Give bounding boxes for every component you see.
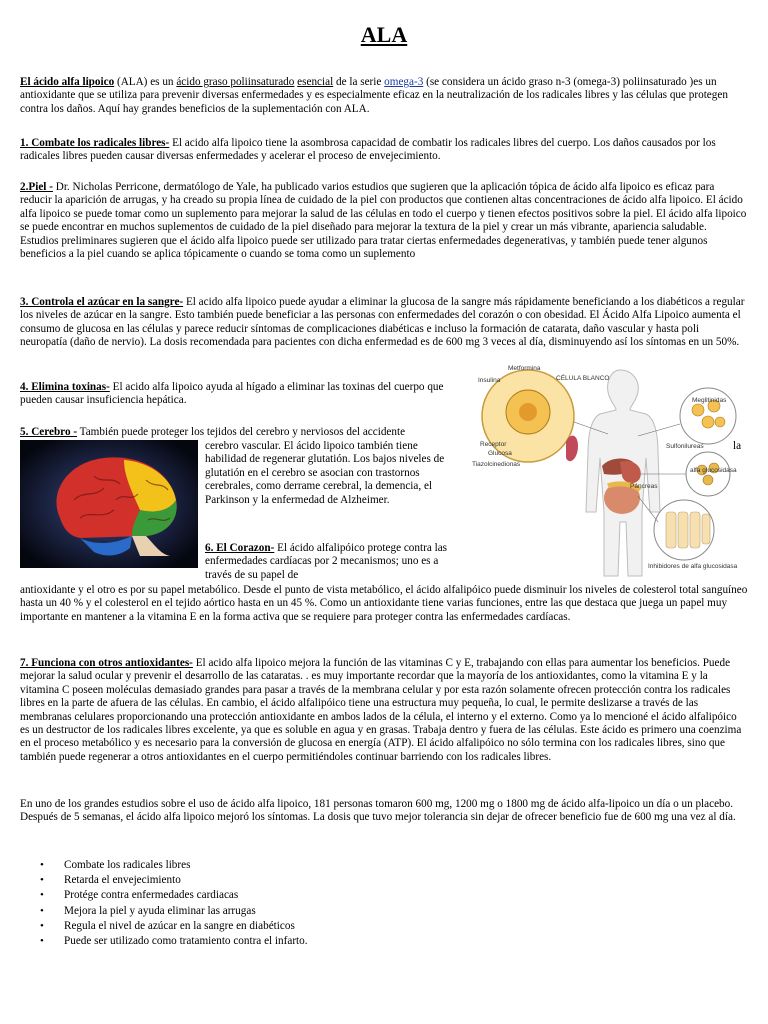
section-5-stray: la xyxy=(733,440,742,452)
brain-illustration xyxy=(20,440,198,568)
section-5-rest: cerebro vascular. El ácido lipoico también tiene xyxy=(205,440,418,452)
section-1-heading: 1. Combate los radicales libres- xyxy=(20,137,170,149)
section-3-text: El acido alfa lipoico puede ayudar a eliminar la glucosa de la sangre más rápidamente beneficiando a los diabéticos a regular los niveles de azúcar en la sangre. Esto también puede beneficiar a las personas con enfermedades del corazón o con obesidad. El Ácido Alfa Lipoico aumenta el consumo de glucosa en las células y parece reducir síntomas de complicaciones diabéticas e incluso la formación de catarata, daño vascular y hasta poli neuropatía (daño de nervio). La dosis recomendada para pacientes con dicha enfermedad es de 600 mg 3 veces al día, disminuyendo así los síntomas en un 50%. xyxy=(20,296,745,349)
page xyxy=(20,0,748,48)
link-omega-3[interactable]: omega-3 xyxy=(384,76,424,88)
section-5-inset xyxy=(205,440,457,507)
list-item: • Protége contra enfermedades cardiacas xyxy=(20,888,748,903)
label-sulfonilureas: Sulfonilureas xyxy=(666,443,704,450)
label-celula-blanco: CÉLULA BLANCO xyxy=(556,375,610,382)
label-inhibidores: Inhibidores de alfa glucosidasa xyxy=(648,563,738,570)
section-5 xyxy=(20,426,452,439)
intro-text-1: (ALA) es un xyxy=(114,76,177,88)
link-esencial[interactable]: esencial xyxy=(297,76,334,88)
section-6-inset xyxy=(205,542,457,582)
section-3-heading: 3. Controla el azúcar en la sangre- xyxy=(20,296,184,308)
intro-paragraph xyxy=(20,76,748,116)
benefits-list xyxy=(20,858,748,949)
diabetes-drug-diagram xyxy=(470,362,748,580)
section-4-text: El acido alfa lipoico ayuda al hígado a eliminar las toxinas del cuerpo que pueden causar insuficiencia hepática. xyxy=(20,381,444,407)
label-glucosa: Glucosa xyxy=(488,450,512,457)
label-receptor: Receptor xyxy=(480,441,507,448)
label-alfa-glucosidasa: alfa glucosidasa xyxy=(690,467,737,474)
list-item: • Mejora la piel y ayuda eliminar las arrugas xyxy=(20,904,748,919)
section-2-heading: 2.Piel - xyxy=(20,181,53,193)
section-5-heading: 5. Cerebro - xyxy=(20,426,78,438)
list-item: • Regula el nivel de azúcar en la sangre en diabéticos xyxy=(20,919,748,934)
study-text: En uno de los grandes estudios sobre el uso de ácido alfa lipoico, 181 personas tomaron 600 mg, 1200 mg o 1800 mg de ácido alfa-lipoico un día o un placebo. Después de 5 semanas, el ácido alfa lipoico mejoró los síntomas. La dosis que tuvo mejor tolerancia sin dejar de ofrecer beneficio fue de 600 mg una vez al día. xyxy=(20,798,736,824)
section-6-text: antioxidante y el otro es por su papel metabólico. Desde el punto de vista metabólico, el ácido alfalipóico puede disminuir los niveles de colesterol total sanguíneo hasta un 40 % y el colesterol en el tejido aórtico hasta en un 45 %. Como un antioxidante tiene varias funciones, entre las que destaca que juega un papel muy importante en mantener a la vitamina E en la forma activa que se requiere para proteger contra las enfermedades cardíacas. xyxy=(20,584,748,623)
label-insulina: Insulina xyxy=(478,377,501,384)
benefits-list-container xyxy=(20,858,748,949)
section-7 xyxy=(20,657,748,764)
label-tiazolcinedionas: Tiazolcinedionas xyxy=(472,461,521,468)
list-item: • Puede ser utilizado como tratamiento contra el infarto. xyxy=(20,934,748,949)
study-paragraph xyxy=(20,798,748,825)
label-pancreas: Páncreas xyxy=(630,483,658,490)
section-4 xyxy=(20,381,452,408)
label-metformina: Metformina xyxy=(508,365,541,372)
section-2 xyxy=(20,181,748,261)
section-6 xyxy=(20,584,748,624)
section-5-line1: También puede proteger los tejidos del cerebro y nerviosos del accidente xyxy=(77,426,406,438)
section-1-text: El acido alfa lipoico tiene la asombrosa capacidad de combatir los radicales libres del cuerpo. Los daños causados por los radicales libres pueden causar diversas enfermedades y acelerar el proceso de envejecimiento. xyxy=(20,137,716,163)
brain-image xyxy=(20,440,198,568)
section-7-text: El acido alfa lipoico mejora la función de las vitaminas C y E, trabajando con ellas para aumentar los beneficios. Puede mejorar la salud ocular y prevenir el desarrollo de las cataratas. . es muy importante recordar que la mayoría de los antioxidantes, como la vitamina E y la vitamina C poseen moléculas demasiado grandes para pasar a través de la membrana celular y por esta razón solamente ofrecen protección contra los radicales libres en la parte de afuera de las células. En cambio, el ácido alfalipóico tiene una estructura muy pequeña, lo cual, le permite deslizarse a través de las membranas celulares proporcionando una protección antioxidante en ambos lados de la célula, el interno y el externo. Como ya lo mencioné el ácido alfalipóico es un destructor de los radicales libres excelente, ya que es soluble en agua y en grasas. Trabaja dentro y fuera de las células. Este ácido es primero una coenzima en el proceso metabólico y es necesario para la conversión de glucosa en energía (ATP). El ácido alfalipóico no sólo termina con los radicales libres, sino que también puede regenerar a otros antioxidantes en el cuerpo permitiéndoles continuar barriendo con los radicales libres. xyxy=(20,657,742,763)
page-title: ALA xyxy=(360,22,408,47)
section-3 xyxy=(20,296,748,350)
intro-text-3: de la serie xyxy=(333,76,385,88)
list-item: • Combate los radicales libres xyxy=(20,858,748,873)
label-meglitinidas: Meglitinidas xyxy=(692,397,727,404)
section-6-heading: 6. El Corazon- xyxy=(205,542,275,554)
intro-text-4: (se considera un ácido graso n-3 (omega-3) poliinsaturado )es un antioxidante que se utiliza para prevenir diversas enfermedades y es especialmente eficaz en la neutralización de los radicales libres y las células que protegen contra los daños. Aquí hay grandes beneficios de la suplementación con ALA. xyxy=(20,76,728,115)
section-6-inset-text: El ácido alfalipóico protege contra las enfermedades cardíacas por 2 mecanismos; uno es a través de su papel de xyxy=(205,542,448,581)
intro-term: El ácido alfa lipoico xyxy=(20,76,115,88)
link-acido-graso[interactable]: ácido graso poliinsaturado xyxy=(176,76,295,88)
section-5-rest2: habilidad de regenerar glutatión. Los bajos niveles de glutatión en el cerebro se asocian con trastornos cerebrales, como derrame cerebral, la demencia, el Parkinson y la enfermedad de Alzheimer. xyxy=(205,453,445,506)
section-2-text: Dr. Nicholas Perricone, dermatólogo de Yale, ha publicado varios estudios que sugieren que la aplicación tópica de ácido alfa lipoico es eficaz para reducir la aparición de arrugas, y ha creado su propia línea de cuidado de la piel con productos que contienen altas concentraciones de ácido alfa lipoico. El ácido alfa lipoico se puede tomar como un suplemento para mejorar la salud de las células en todo el cuerpo y tienen efectos positivos sobre la piel. El ácido alfa lipoico se puede encontrar en muchos suplementos de cuidado de la piel diseñado para mejorar la textura de la piel y crear un más vibrante, apariencia saludable. Estudios preliminares sugieren que el ácido alfa lipoico puede ser utilizado para tratar ciertas enfermedades degenerativas, y también puede tener algunos beneficios a la piel cuando se aplica tópicamente o cuando se toma como un suplemento xyxy=(20,181,747,261)
section-7-heading: 7. Funciona con otros antioxidantes- xyxy=(20,657,193,669)
list-item: • Retarda el envejecimiento xyxy=(20,873,748,888)
section-4-heading: 4. Elimina toxinas- xyxy=(20,381,110,393)
anatomy-diagram xyxy=(470,362,748,580)
section-1 xyxy=(20,137,748,164)
